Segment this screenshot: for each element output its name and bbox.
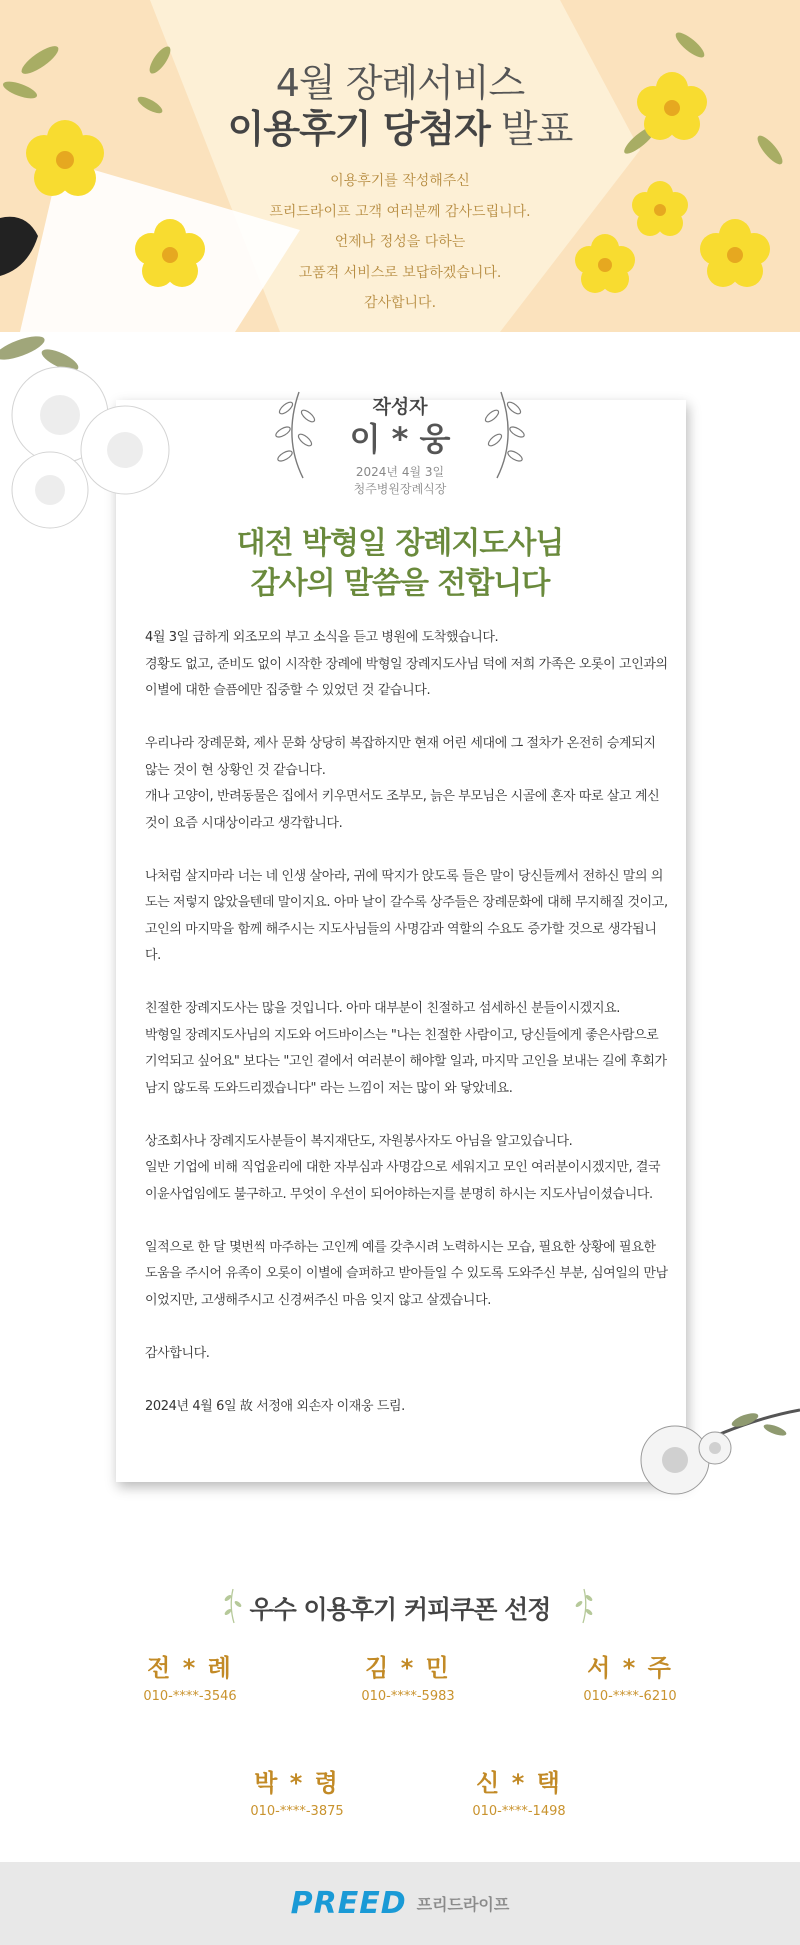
winner-phone: 010-****-1498 <box>472 1804 566 1819</box>
review-paragraph: 친절한 장례지도사는 많을 것입니다. 아마 대부분이 친절하고 섬세하신 분들이시겠지요. 박형일 장례지도사님의 지도와 어드바이스는 "나는 친절한 사람이고, 당신들에게 좋은사람으로 기억되고 싶어요" 보다는 "고인 곁에서 여러분이 해야할 일과, 마지막 고인을 보내는 길에 후회가 남지 않도록 도와드리겠습니다" 라는 느낌이 저는 많이 와 닿았네요. <box>145 1001 667 1096</box>
review-signature: 2024년 4월 6일 故 서정애 외손자 이재웅 드림. <box>145 1398 405 1414</box>
winner-phone: 010-****-6210 <box>583 1689 677 1704</box>
author-label: 작성자 <box>372 396 428 418</box>
review-paragraph: 나처럼 살지마라 너는 네 인생 살아라, 귀에 딱지가 앉도록 들은 말이 당신들께서 전하신 말의 의도는 저렇지 않았을텐데 말이지요. 아마 날이 갈수록 상주들은 장례문화에 대해 무지해질 것이고, 고인의 마지막을 함께 해주시는 지도사님들의 사명감과 역할의 수요도 증가할 것으로 생각됩니다. <box>145 868 668 963</box>
review-paragraph: 상조회사나 장례지도사분들이 복지재단도, 자원봉사자도 아님을 알고있습니다. 일반 기업에 비해 직업윤리에 대한 자부심과 사명감으로 세워지고 모인 여러분이시겠지만, 결국 이윤사업임에도 불구하고. 무엇이 우선이 되어야하는지를 분명히 하시는 지도사님이셨습니다. <box>145 1133 661 1202</box>
review-date: 2024년 4월 3일 <box>355 465 445 479</box>
hero-message-line: 언제나 정성을 다하는 <box>334 234 466 250</box>
winner-name: 전 * 례 <box>147 1654 233 1682</box>
brand-logo-mark: PREED <box>290 1886 407 1921</box>
hero-message-line: 고품격 서비스로 보답하겠습니다. <box>298 264 502 281</box>
review-title-line1: 대전 박형일 장례지도사님 <box>236 526 564 561</box>
hero-title-strong: 이용후기 당첨자 <box>227 107 490 151</box>
winner-item <box>409 1763 629 1819</box>
winner-name: 신 * 택 <box>476 1769 562 1797</box>
winner-name: 박 * 령 <box>254 1769 340 1797</box>
review-body <box>145 625 670 1420</box>
winner-item <box>187 1763 407 1819</box>
review-paragraph: 4월 3일 급하게 외조모의 부고 소식을 듣고 병원에 도착했습니다. 경황도 없고, 준비도 없이 시작한 장례에 박형일 장례지도사님 덕에 저희 가족은 오롯이 고인과의 이별에 대한 슬픔에만 집중할 수 있었던 것 같습니다. <box>145 630 668 698</box>
brand-logo[interactable] <box>0 1886 800 1921</box>
hero-message-line: 감사합니다. <box>363 295 437 311</box>
winner-phone: 010-****-5983 <box>361 1689 455 1704</box>
review-closing: 감사합니다. <box>145 1345 210 1361</box>
hero-title-rest: 발표 <box>489 107 573 151</box>
hero-message <box>0 166 800 319</box>
hero-title-line2 <box>0 98 800 153</box>
winner-name: 김 * 민 <box>365 1654 451 1682</box>
hero-banner <box>0 0 800 332</box>
review-title <box>0 524 800 604</box>
footer <box>0 1862 800 1945</box>
winner-name: 서 * 주 <box>587 1654 673 1682</box>
winners-title: 우수 이용후기 커피쿠폰 선정 <box>249 1595 551 1624</box>
review-title-line2: 감사의 말씀을 전합니다 <box>250 566 550 601</box>
grey-chrysanthemum-icon <box>625 1390 800 1520</box>
winner-phone: 010-****-3546 <box>143 1689 237 1704</box>
author-name: 이 * 웅 <box>349 420 451 458</box>
review-paragraph: 일적으로 한 달 몇번씩 마주하는 고인께 예를 갖추시려 노력하시는 모습, 필요한 상황에 필요한 도움을 주시어 유족이 오롯이 이별에 슬퍼하고 받아들일 수 있도록 도와주신 부분, 심여일의 만남이었지만, 고생해주시고 신경써주신 마음 잊지 않고 살겠습니다. <box>145 1239 668 1308</box>
hero-message-line: 이용후기를 작성해주신 <box>330 173 470 189</box>
hero-title-line1: 4월 장례서비스 <box>275 61 525 105</box>
winner-item <box>80 1648 300 1704</box>
winner-item <box>298 1648 518 1704</box>
winner-item <box>520 1648 740 1704</box>
winner-phone: 010-****-3875 <box>250 1804 344 1819</box>
hero-message-line: 프리드라이프 고객 여러분께 감사드립니다. <box>269 203 531 220</box>
review-paragraph: 우리나라 장례문화, 제사 문화 상당히 복잡하지만 현재 어린 세대에 그 절차가 온전히 승계되지 않는 것이 현 상황인 것 같습니다. 개나 고양이, 반려동물은 집에서 키우면서도 조부모, 늙은 부모님은 시골에 혼자 따로 살고 계신 것이 요즘 시대상이라고 생각합니다. <box>145 736 660 831</box>
review-venue: 청주병원장례식장 <box>353 482 447 496</box>
brand-logo-text: 프리드라이프 <box>416 1895 510 1914</box>
